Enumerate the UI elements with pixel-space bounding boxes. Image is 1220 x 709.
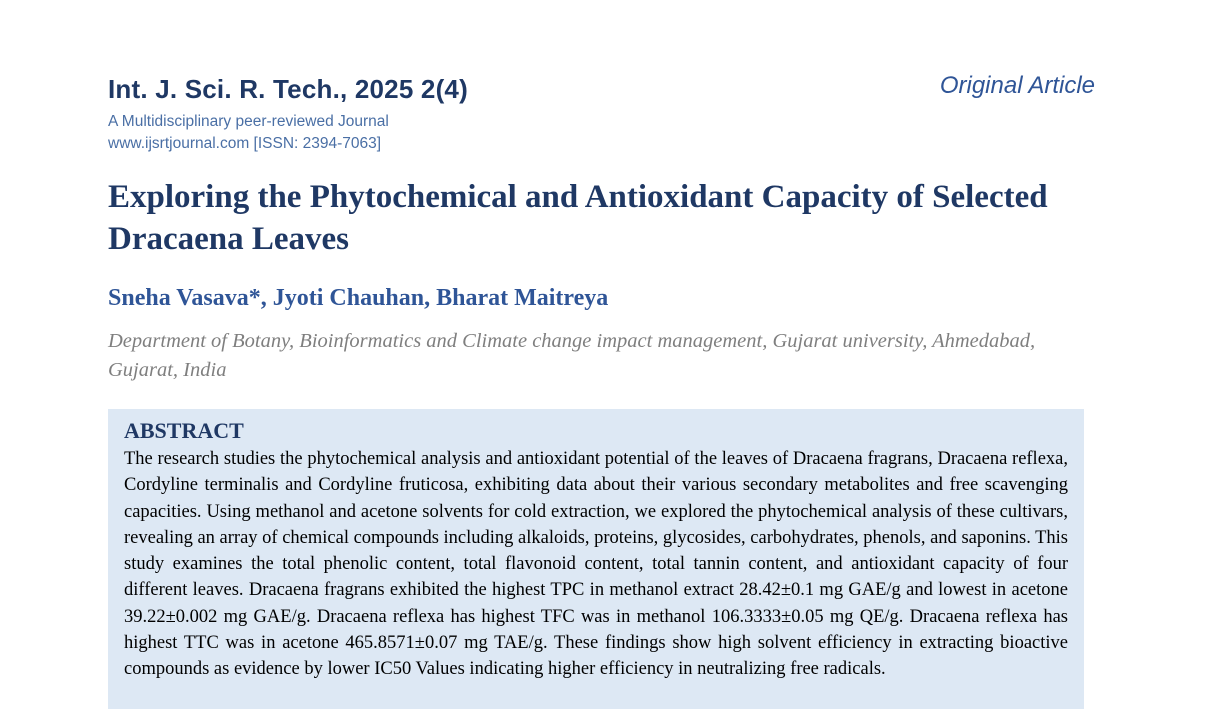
paper-authors: Sneha Vasava*, Jyoti Chauhan, Bharat Maitreya	[108, 285, 609, 311]
journal-title: Int. J. Sci. R. Tech., 2025 2(4)	[108, 74, 468, 104]
abstract-box	[108, 409, 1084, 709]
abstract-heading: ABSTRACT	[124, 418, 244, 443]
paper-affiliation: Department of Botany, Bioinformatics and Climate change impact management, Gujarat university, Ahmedabad, Gujarat, India	[108, 330, 1036, 381]
abstract-text: The research studies the phytochemical analysis and antioxidant potential of the leaves of Dracaena fragrans, Dracaena reflexa, Cordyline terminalis and Cordyline fruticosa, exhibiting data about their various secondary metabolites and free scavenging capacities. Using methanol and acetone solvents for cold extraction, we explored the phytochemical analysis of these cultivars, revealing an array of chemical compounds including alkaloids, proteins, glycosides, carbohydrates, phenols, and saponins. This study examines the total phenolic content, total flavonoid content, total tannin content, and antioxidant capacity of four different leaves. Dracaena fragrans exhibited the highest TPC in methanol extract 28.42±0.1 mg GAE/g and lowest in acetone 39.22±0.002 mg GAE/g. Dracaena reflexa has highest TFC was in methanol 106.3333±0.05 mg QE/g. Dracaena reflexa has highest TTC was in acetone 465.8571±0.07 mg TAE/g. These findings show high solvent efficiency in extracting bioactive compounds as evidence by lower IC50 Values indicating higher efficiency in neutralizing free radicals.	[124, 449, 1068, 680]
journal-subtitle: A Multidisciplinary peer-reviewed Journal	[108, 113, 389, 130]
paper-title: Exploring the Phytochemical and Antioxidant Capacity of Selected Dracaena Leaves	[108, 179, 1048, 257]
journal-url-issn[interactable]: www.ijsrtjournal.com [ISSN: 2394-7063]	[108, 135, 382, 152]
article-type-label: Original Article	[939, 72, 1095, 99]
